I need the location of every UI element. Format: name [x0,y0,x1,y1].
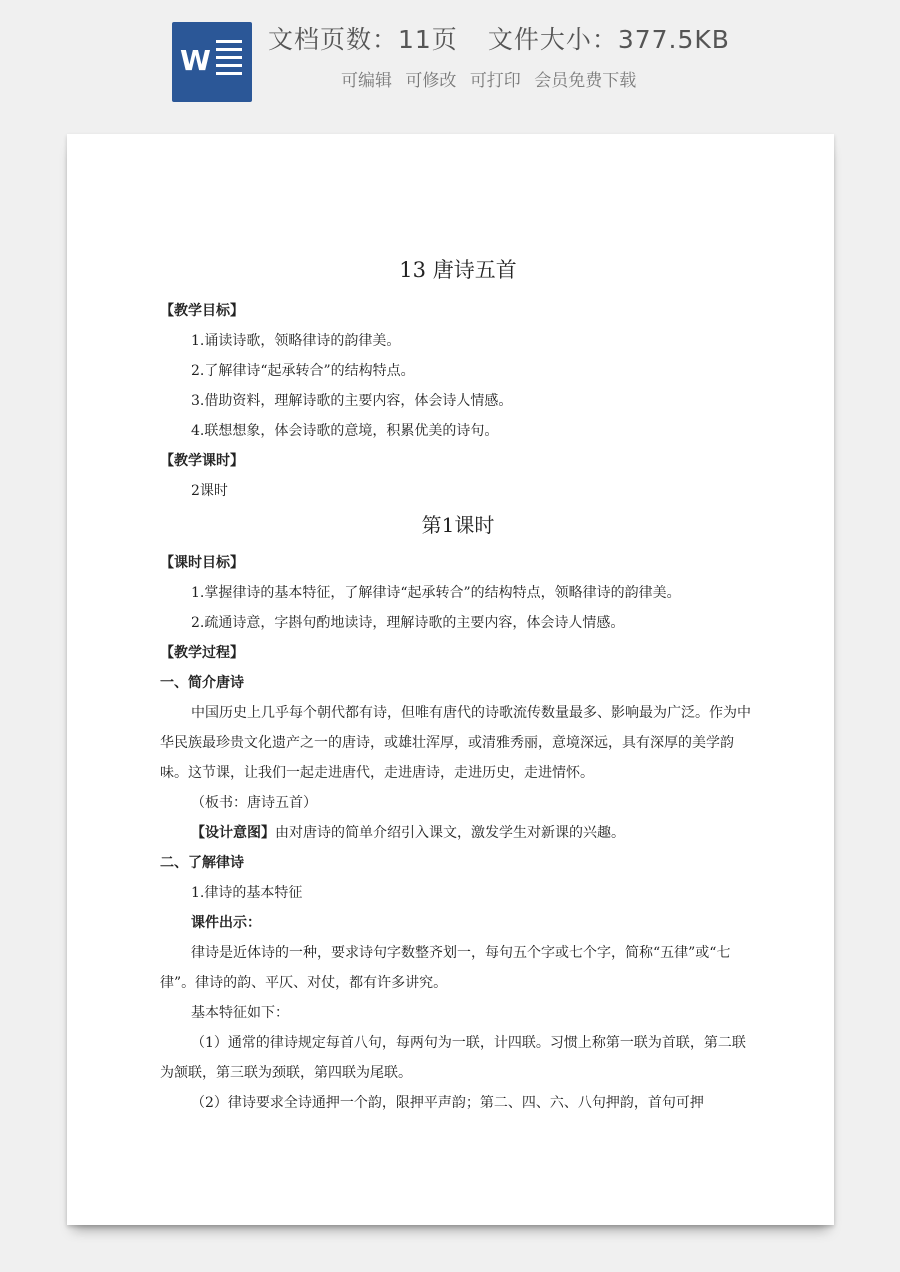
section-teaching-process: 【教学过程】 [160,645,244,661]
board-note: （板书：唐诗五首） [191,795,317,811]
design-intent [160,818,756,848]
part-one-heading: 一、简介唐诗 [160,675,244,691]
features-intro: 基本特征如下： [191,1005,289,1021]
feature-paragraph: （1）通常的律诗规定每首八句，每两句为一联，计四联。习惯上称第一联为首联，第二联为颔联，第三联为颈联，第四联为尾联。 [160,1035,746,1081]
document-content [160,256,756,1118]
part-two-subheading: 1.律诗的基本特征 [191,885,303,901]
feature-editable: 可编辑 [341,71,392,91]
goal-item: 1.诵读诗歌，领略律诗的韵律美。 [191,333,401,349]
part-one-paragraph: 中国历史上几乎每个朝代都有诗，但唯有唐代的诗歌流传数量最多、影响最为广泛。作为中华民族最珍贵文化遗产之一的唐诗，或雄壮浑厚，或清雅秀丽，意境深远，具有深厚的美学韵味。这节课，让我们一起走进唐代，走进唐诗，走进历史，走进情怀。 [160,705,751,781]
feature-modifiable: 可修改 [405,71,457,91]
goal-item: 4.联想想象，体会诗歌的意境，积累优美的诗句。 [191,423,499,439]
lesson-heading: 第1课时 [421,513,495,537]
lvshi-paragraph: 律诗是近体诗的一种，要求诗句字数整齐划一，每句五个字或七个字，简称“五律”或“七律”。律诗的韵、平仄、对仗，都有许多讲究。 [160,945,731,991]
file-info [268,20,730,56]
lesson-goal-item: 1.掌握律诗的基本特征，了解律诗“起承转合”的结构特点，领略律诗的韵律美。 [191,585,681,601]
teaching-hours: 2课时 [191,483,228,499]
lesson-goal-item: 2.疏通诗意，字斟句酌地读诗，理解诗歌的主要内容，体会诗人情感。 [191,615,625,631]
feature-member-download: 会员免费下载 [534,71,637,91]
part-two-heading: 二、了解律诗 [160,855,244,871]
download-header [0,0,900,125]
section-teaching-goals: 【教学目标】 [160,303,244,319]
word-icon-lines [216,40,242,80]
file-size: 文件大小：377.5KB [487,25,730,54]
section-teaching-hours: 【教学课时】 [160,453,244,469]
page-count: 文档页数：11页 [268,25,458,54]
goal-item: 2.了解律诗“起承转合”的结构特点。 [191,363,415,379]
design-intent-text: 由对唐诗的简单介绍引入课文，激发学生对新课的兴趣。 [275,825,625,841]
courseware-label: 课件出示： [191,915,261,931]
feature-printable: 可打印 [469,71,521,91]
goal-item: 3.借助资料，理解诗歌的主要内容，体会诗人情感。 [191,393,513,409]
design-intent-label: 【设计意图】 [191,825,275,841]
document-title: 13 唐诗五首 [399,258,517,282]
feature-paragraph: （2）律诗要求全诗通押一个韵，限押平声韵；第二、四、六、八句押韵，首句可押 [191,1095,704,1111]
feature-list [341,66,644,91]
word-icon-letter: W [180,44,211,77]
word-document-icon [172,22,252,102]
section-lesson-goals: 【课时目标】 [160,555,244,571]
document-page [67,134,834,1225]
